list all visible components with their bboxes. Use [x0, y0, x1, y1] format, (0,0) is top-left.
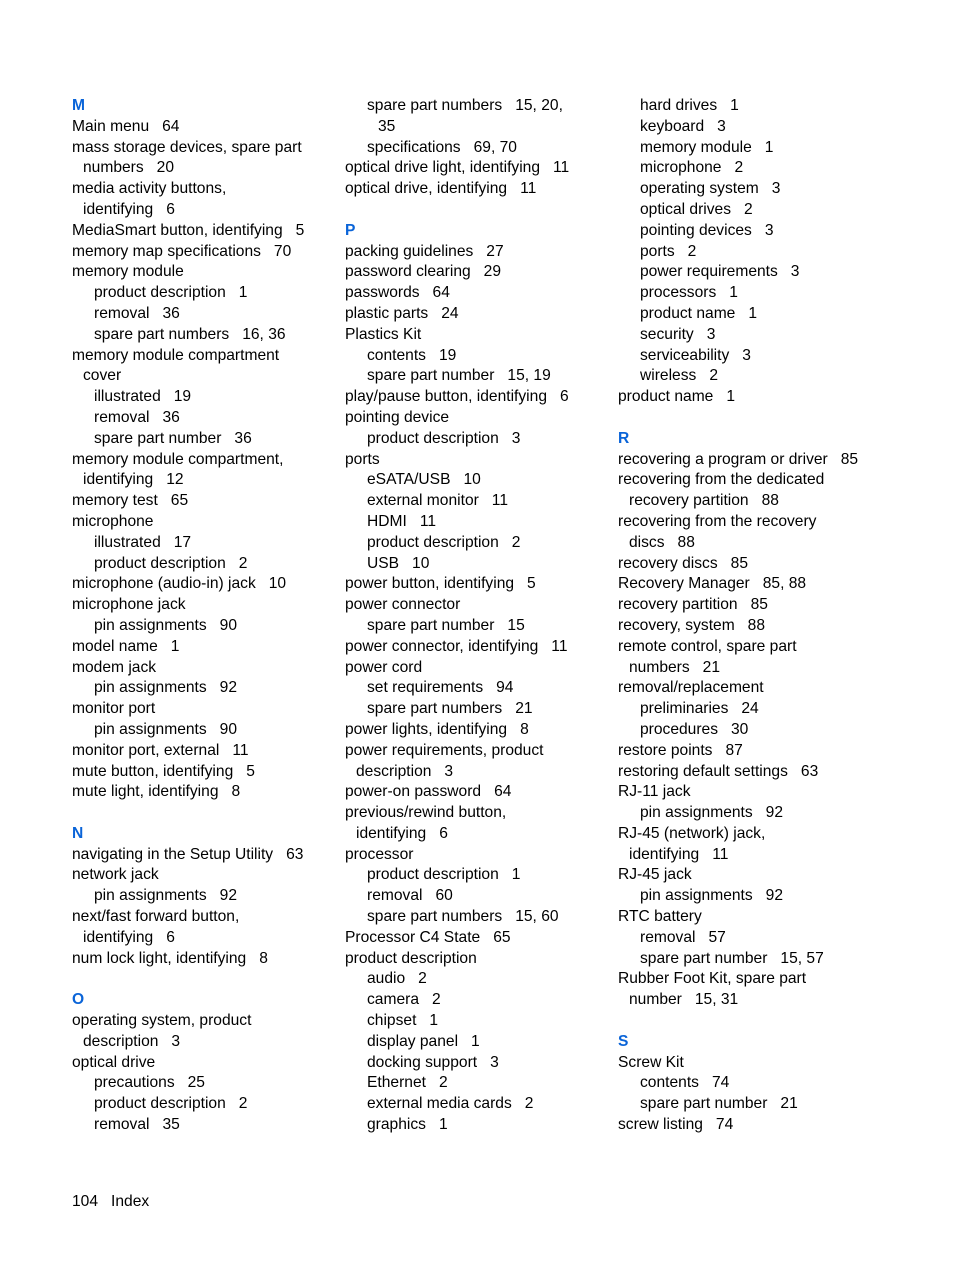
- index-entry: num lock light, identifying 8: [72, 949, 268, 967]
- index-entry: microphone: [72, 512, 154, 530]
- index-subentry: spare part number 15, 19: [367, 367, 551, 385]
- index-entry: ports: [345, 450, 380, 468]
- index-subentry: ports 2: [640, 242, 697, 260]
- index-entry: network jack: [72, 866, 159, 884]
- index-entry: plastic parts 24: [345, 304, 459, 322]
- index-entry: RTC battery: [618, 908, 702, 926]
- index-subentry: product description 2: [367, 533, 521, 551]
- index-entry: discs 88: [629, 533, 695, 551]
- page-footer: [72, 1192, 149, 1213]
- index-entry: mute light, identifying 8: [72, 783, 241, 801]
- index-entry: Main menu 64: [72, 117, 180, 135]
- section-letter-heading: S: [618, 1032, 629, 1050]
- index-subentry: wireless 2: [640, 367, 718, 385]
- index-entry: RJ-45 (network) jack,: [618, 824, 766, 842]
- index-entry: Screw Kit: [618, 1053, 684, 1071]
- index-subentry: removal 60: [367, 887, 453, 905]
- index-entry: description 3: [356, 762, 454, 780]
- index-entry: password clearing 29: [345, 263, 502, 281]
- index-entry: description 3: [83, 1032, 181, 1050]
- section-letter-heading: M: [72, 97, 85, 114]
- index-subentry: product description 1: [367, 866, 521, 884]
- index-subentry: spare part number 15: [367, 616, 525, 634]
- index-subentry: security 3: [640, 325, 716, 343]
- section-spacer: [345, 200, 607, 221]
- index-entry: restore points 87: [618, 741, 743, 759]
- index-entry: power lights, identifying 8: [345, 720, 529, 738]
- index-entry: identifying 6: [356, 824, 448, 842]
- index-subentry: removal 35: [94, 1116, 180, 1134]
- index-entry: Recovery Manager 85, 88: [618, 575, 807, 593]
- index-subentry: procedures 30: [640, 720, 749, 738]
- index-entry: power cord: [345, 658, 423, 676]
- index-subentry: product name 1: [640, 304, 758, 322]
- index-subentry: graphics 1: [367, 1116, 448, 1134]
- index-subentry: processors 1: [640, 284, 738, 302]
- page-number: 104: [72, 1193, 99, 1210]
- index-entry: identifying 6: [83, 928, 175, 946]
- index-subentry: spare part number 36: [94, 429, 252, 447]
- index-entry: removal/replacement: [618, 679, 764, 697]
- section-letter-heading: O: [72, 991, 85, 1009]
- index-entry: previous/rewind button,: [345, 804, 507, 822]
- index-column-2: [345, 96, 607, 1136]
- index-entry: power connector: [345, 596, 461, 614]
- index-entry: numbers 21: [629, 658, 721, 676]
- index-entry: monitor port, external 11: [72, 741, 249, 759]
- index-entry: operating system, product: [72, 1012, 252, 1030]
- section-spacer: [72, 969, 334, 990]
- index-entry: recovering a program or driver 85: [618, 450, 859, 468]
- index-subentry: audio 2: [367, 970, 427, 988]
- index-subentry: product description 1: [94, 284, 248, 302]
- index-subentry: external monitor 11: [367, 492, 508, 510]
- index-subentry: docking support 3: [367, 1053, 499, 1071]
- index-column-1: [72, 96, 334, 1136]
- index-subentry: spare part numbers 16, 36: [94, 325, 286, 343]
- index-subentry: hard drives 1: [640, 97, 739, 114]
- index-entry: power requirements, product: [345, 741, 544, 759]
- index-entry: screw listing 74: [618, 1116, 734, 1134]
- index-entry: memory module compartment,: [72, 450, 284, 468]
- index-subentry: illustrated 17: [94, 533, 192, 551]
- index-subentry: pin assignments 90: [94, 616, 238, 634]
- index-entry: power button, identifying 5: [345, 575, 536, 593]
- index-entry: mass storage devices, spare part: [72, 138, 302, 156]
- index-entry: Plastics Kit: [345, 325, 422, 343]
- index-subentry: spare part number 21: [640, 1095, 798, 1113]
- index-subentry: pin assignments 92: [640, 887, 784, 905]
- index-subentry: product description 2: [94, 554, 248, 572]
- index-entry: numbers 20: [83, 159, 175, 177]
- index-entry: processor: [345, 845, 414, 863]
- index-subentry: display panel 1: [367, 1032, 480, 1050]
- index-entry: number 15, 31: [629, 991, 739, 1009]
- index-column-3: [618, 96, 880, 1136]
- index-entry: identifying 11: [629, 845, 729, 863]
- section-spacer: [72, 803, 334, 824]
- index-entry: RJ-11 jack: [618, 783, 691, 801]
- index-entry: recovery discs 85: [618, 554, 748, 572]
- index-entry: memory test 65: [72, 492, 189, 510]
- index-entry: recovery, system 88: [618, 616, 766, 634]
- index-subentry: spare part numbers 15, 20,: [367, 97, 563, 114]
- index-subentry: preliminaries 24: [640, 700, 759, 718]
- index-subentry: precautions 25: [94, 1074, 205, 1092]
- index-subentry: camera 2: [367, 991, 441, 1009]
- index-entry: optical drive: [72, 1053, 156, 1071]
- index-entry: Rubber Foot Kit, spare part: [618, 970, 807, 988]
- index-entry: optical drive, identifying 11: [345, 180, 537, 198]
- index-subentry: contents 19: [367, 346, 457, 364]
- index-subentry: power requirements 3: [640, 263, 800, 281]
- index-subentry: spare part number 15, 57: [640, 949, 824, 967]
- index-entry: monitor port: [72, 700, 156, 718]
- index-subentry: removal 36: [94, 304, 180, 322]
- index-subentry: serviceability 3: [640, 346, 751, 364]
- index-entry: pointing device: [345, 408, 450, 426]
- index-entry: next/fast forward button,: [72, 908, 240, 926]
- footer-label: Index: [111, 1193, 150, 1210]
- index-subentry: chipset 1: [367, 1012, 439, 1030]
- index-entry: restoring default settings 63: [618, 762, 819, 780]
- index-subentry: microphone 2: [640, 159, 744, 177]
- index-subentry: product description 2: [94, 1095, 248, 1113]
- index-entry: model name 1: [72, 637, 180, 655]
- index-entry: microphone (audio-in) jack 10: [72, 575, 287, 593]
- index-entry: RJ-45 jack: [618, 866, 692, 884]
- index-subentry: external media cards 2: [367, 1095, 534, 1113]
- index-entry: microphone jack: [72, 596, 186, 614]
- section-spacer: [618, 408, 880, 429]
- index-subentry: pin assignments 92: [94, 679, 238, 697]
- index-entry: navigating in the Setup Utility 63: [72, 845, 304, 863]
- index-entry: memory module compartment: [72, 346, 280, 364]
- index-entry: cover: [83, 367, 122, 385]
- index-entry: identifying 12: [83, 471, 184, 489]
- index-subentry: memory module 1: [640, 138, 774, 156]
- section-letter-heading: N: [72, 824, 84, 842]
- index-subentry: pin assignments 92: [640, 804, 784, 822]
- index-entry: play/pause button, identifying 6: [345, 388, 569, 406]
- index-entry: recovering from the recovery: [618, 512, 817, 530]
- index-subentry: 35: [378, 117, 396, 135]
- index-entry: recovery partition 88: [629, 492, 779, 510]
- section-spacer: [618, 1011, 880, 1032]
- index-entry: media activity buttons,: [72, 180, 227, 198]
- index-entry: remote control, spare part: [618, 637, 797, 655]
- index-entry: packing guidelines 27: [345, 242, 504, 260]
- index-entry: power-on password 64: [345, 783, 512, 801]
- index-subentry: specifications 69, 70: [367, 138, 517, 156]
- index-entry: modem jack: [72, 658, 157, 676]
- index-subentry: pointing devices 3: [640, 221, 774, 239]
- index-subentry: eSATA/USB 10: [367, 471, 481, 489]
- index-subentry: optical drives 2: [640, 200, 753, 218]
- index-subentry: Ethernet 2: [367, 1074, 448, 1092]
- index-entry: product name 1: [618, 388, 736, 406]
- index-subentry: pin assignments 90: [94, 720, 238, 738]
- index-subentry: removal 36: [94, 408, 180, 426]
- index-entry: product description: [345, 949, 477, 967]
- index-subentry: pin assignments 92: [94, 887, 238, 905]
- section-letter-heading: P: [345, 221, 356, 239]
- index-subentry: contents 74: [640, 1074, 730, 1092]
- index-subentry: illustrated 19: [94, 388, 192, 406]
- index-subentry: removal 57: [640, 928, 726, 946]
- index-entry: optical drive light, identifying 11: [345, 159, 570, 177]
- index-subentry: USB 10: [367, 554, 430, 572]
- index-subentry: keyboard 3: [640, 117, 726, 135]
- index-subentry: HDMI 11: [367, 512, 437, 530]
- index-subentry: operating system 3: [640, 180, 781, 198]
- index-entry: identifying 6: [83, 200, 175, 218]
- index-entry: recovering from the dedicated: [618, 471, 825, 489]
- index-entry: mute button, identifying 5: [72, 762, 255, 780]
- index-entry: memory map specifications 70: [72, 242, 292, 260]
- index-subentry: set requirements 94: [367, 679, 514, 697]
- index-subentry: product description 3: [367, 429, 521, 447]
- index-entry: memory module: [72, 263, 184, 281]
- index-entry: power connector, identifying 11: [345, 637, 568, 655]
- index-subentry: spare part numbers 15, 60: [367, 908, 559, 926]
- index-subentry: spare part numbers 21: [367, 700, 533, 718]
- index-entry: recovery partition 85: [618, 596, 768, 614]
- section-letter-heading: R: [618, 429, 630, 447]
- index-entry: passwords 64: [345, 284, 450, 302]
- index-entry: MediaSmart button, identifying 5: [72, 221, 305, 239]
- index-entry: Processor C4 State 65: [345, 928, 511, 946]
